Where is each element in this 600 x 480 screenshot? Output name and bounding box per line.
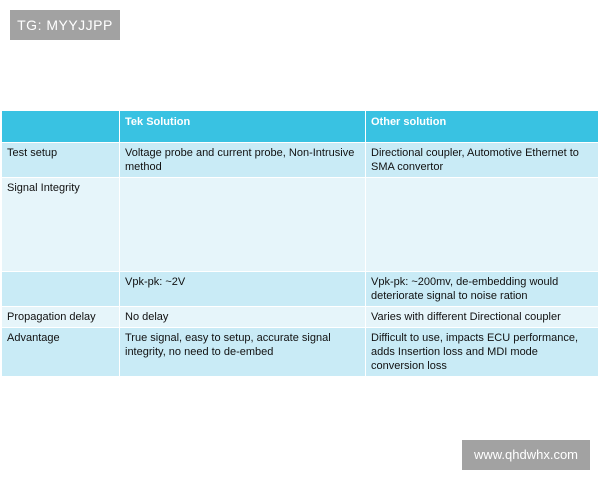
comparison-table [1,110,599,377]
cell-tek-vpk: Vpk-pk: ~2V [120,272,366,307]
table-row-test-setup [2,143,599,178]
header-cell-empty [2,111,120,143]
row-label-test-setup: Test setup [2,143,120,178]
cell-tek-advantage: True signal, easy to setup, accurate signal integrity, no need to de-embed [120,328,366,377]
cell-other-signal-integrity [366,178,599,272]
cell-tek-test-setup: Voltage probe and current probe, Non-Intrusive method [120,143,366,178]
header-cell-other-solution: Other solution [366,111,599,143]
cell-other-test-setup: Directional coupler, Automotive Ethernet to SMA convertor [366,143,599,178]
cell-tek-propagation-delay: No delay [120,307,366,328]
watermark-bottom-right: www.qhdwhx.com [462,440,590,470]
table-row-propagation-delay [2,307,599,328]
header-cell-tek-solution: Tek Solution [120,111,366,143]
row-label-signal-integrity: Signal Integrity [2,178,120,272]
table-header-row [2,111,599,143]
row-label-advantage: Advantage [2,328,120,377]
table-row-advantage [2,328,599,377]
row-label-vpk [2,272,120,307]
cell-other-propagation-delay: Varies with different Directional coupler [366,307,599,328]
cell-other-vpk: Vpk-pk: ~200mv, de-embedding would deteriorate signal to noise ration [366,272,599,307]
row-label-propagation-delay: Propagation delay [2,307,120,328]
cell-tek-signal-integrity [120,178,366,272]
table-row-signal-integrity [2,178,599,272]
watermark-top-left: TG: MYYJJPP [10,10,120,40]
table-row-vpk [2,272,599,307]
cell-other-advantage: Difficult to use, impacts ECU performance, adds Insertion loss and MDI mode conversion loss [366,328,599,377]
